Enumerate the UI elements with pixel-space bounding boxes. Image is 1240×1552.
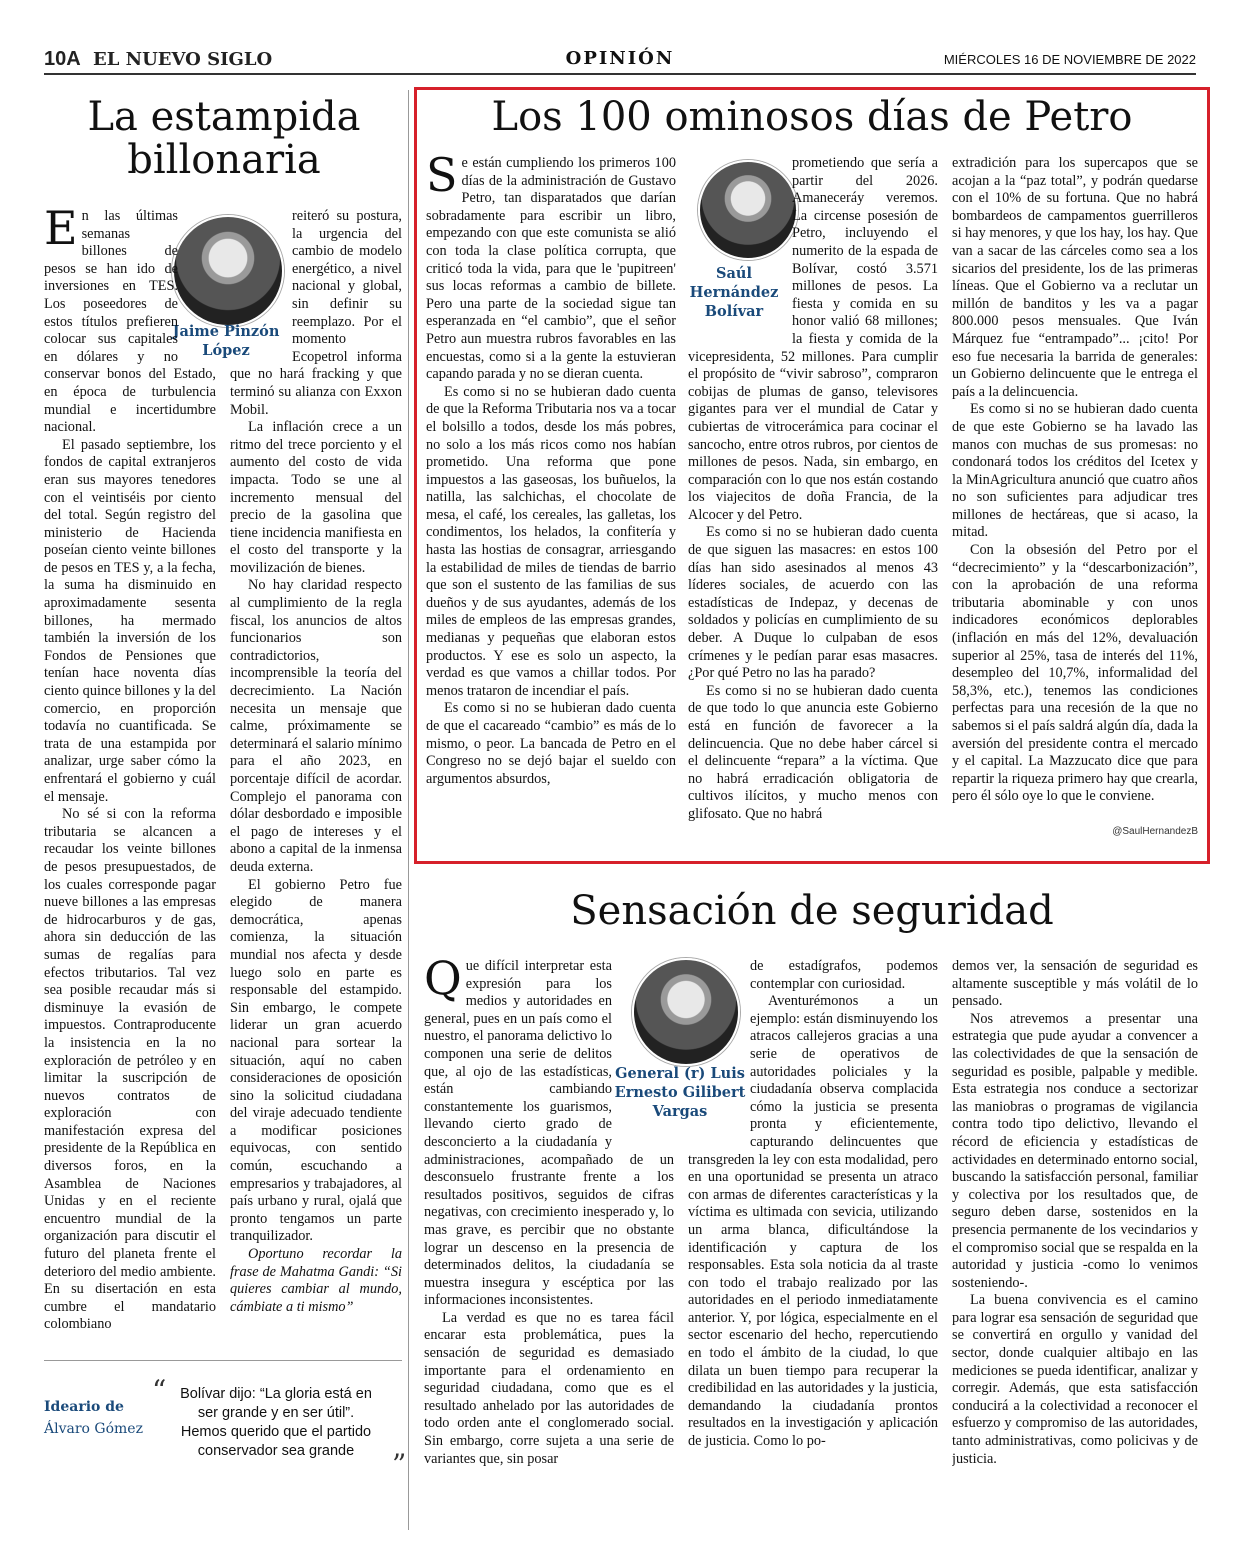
- ideario-quote: Bolívar dijo: “La gloria está en ser grande y en ser útil”. Hemos querido que el partido conservador sea grande: [180, 1386, 372, 1459]
- paragraph: Nos atrevemos a presentar una estrategia que pude ayudar a convencer a las colectividades de que la sensación de seguridad es posible, palpable y medible. Esta estrategia nos conduce a sectorizar las maniobras o programas de vigilancia contra todo tipo delictivo, llevando el récord de eficiencia y estadísticas de actividades en determinado entorno social, buscando la satisfacción personal, familiar y colectiva por los resultados que, de seguro deben darse, sostenidos en la presencia permanente de los vecindarios y el compromiso social que se respalda en la autoridad y justicia -como lo venimos sosteniendo-.: [952, 1010, 1198, 1291]
- paragraph: El pasado septiembre, los fondos de capital extranjeros eran sus mayores tenedores con el veintiséis por ciento del total. Según registro del ministerio de Hacienda poseían ciento veinte billones de pesos en TES y, a la fecha, la suma ha disminuido en aproximadamente sesenta billones, ha mermado también la inversión de los Fondos de Pensiones que tenían hace noventa días ciento quince billones y la del comercio, en proporción todavía no cuantificada. Se trata de una estampida por analizar, urge saber cómo la enfrentará el gobierno y cuál el mensaje.: [44, 436, 216, 805]
- article-1-column-1: [44, 208, 216, 1343]
- paragraph: La inflación crece a un ritmo del trece porciento y el aumento del costo de vida impacta. Todo se une al incremento mensual del precio de la gasolina que tiene incidencia manifiesta en el costo del transporte y la movilización de bienes.: [230, 419, 402, 576]
- column-divider: [408, 90, 409, 1530]
- article-3-column-2: [688, 958, 938, 1532]
- newspaper-name: EL NUEVO SIGLO: [92, 49, 273, 70]
- paragraph: La verdad es que no es tarea fácil encarar esta problemática, pues la sensación de seguridad es demasiado importante para el ordenamiento en seguridad ciudadana, como que es el resultado anhelado por las autoridades de todo orden ante el conglomerado social. Sin embargo, corre sujeta a una serie de variantes que, sin posar: [424, 1309, 674, 1467]
- paragraph: demos ver, la sensación de seguridad es altamente susceptible y más volátil de lo pensado.: [952, 958, 1198, 1010]
- paragraph: Es como si no se hubieran dado cuenta de que este Gobierno se ha lavado las manos con muchas de sus promesas: no condonará todos los créditos del Icetex y la MinAgricultura anunció que cuatro años no son suficientes para adjudicar tres millones de hectáreas, que si acaso, la mitad.: [952, 401, 1198, 541]
- paragraph: Es como si no se hubieran dado cuenta de que todo lo que anuncia este Gobierno está en función de favorecer a la delincuencia. Que no debe haber cárcel si el delincuente “repara” a la víctima. Que no habrá erradicación obligatoria de cultivos ilícitos, y mucho menos con glifosato. Que no habrá: [688, 682, 938, 822]
- paragraph: Es como si no se hubieran dado cuenta de que el cacareado “cambio” es más de lo mismo, o peor. La bancada de Petro en el Congreso no se dejó bajar el sueldo con argumentos absurdos,: [426, 700, 676, 787]
- paragraph: Oportuno recordar la frase de Mahatma Gandi: “Si quieres cambiar al mundo, cámbiate a ti mismo”: [230, 1246, 402, 1315]
- paragraph: e están cumpliendo los primeros 100 días de la administración de Gustavo Petro, tan disparatados que darían sobradamente para escribir un libro, empezando con que este comunista se alió con toda la clase política corrupta, que criticó toda la vida, para que le 'pupitreen' sus locas reformas a cambio de billete. Pero una parte de la sociedad sigue tan esperanzada en “el cambio”, que el señor Petro aun muestra rubros favorables en las encuestas, como si a la gente la estuvieran capando parada y no se dieran cuenta.: [426, 155, 676, 383]
- issue-date: MIÉRCOLES 16 DE NOVIEMBRE DE 2022: [943, 52, 1196, 67]
- ideario-rule: [44, 1360, 402, 1361]
- article-3-column-3: [952, 958, 1198, 1532]
- article-1-column-2: [230, 208, 402, 1348]
- paragraph: extradición para los supercapos que se acojan a la “paz total”, y podrán quedarse con el 10% de su fortuna. Que no habrá bombardeos de campamentos guerrilleros si hay menores, y que los hay, los hay. Que van a sacar de las cárceles como sea a los sicarios del presidente, los de las primeras líneas. Que el Gobierno va a reclutar un millón de banditos y les va a pagar 800.000 pesos mensuales. Que Iván Márquez fue “entrampado”... ¡cito! Por eso fue necesaria la barrida de generales: un Gobierno delincuente que le entrega el país a la delincuencia.: [952, 155, 1198, 400]
- article-2-byline: Saúl Hernández Bolívar: [689, 265, 779, 320]
- paragraph: n las últimas semanas billones de pesos se han ido de inversiones en TES. Los poseedores de estos títulos prefieren colocar sus capitales en dólares y no conservar bonos del Estado, en época de turbulencia mundial e incertidumbre nacional.: [44, 208, 216, 436]
- page-header-left: [44, 48, 272, 71]
- ideario-label-bottom: Álvaro Gómez: [44, 1421, 143, 1437]
- open-quote-mark: “: [152, 1374, 167, 1407]
- article-3-byline: General (r) Luis Ernesto Gilibert Vargas: [614, 1065, 746, 1120]
- ideario-label: [44, 1396, 143, 1440]
- article-2-column-3: [952, 155, 1198, 823]
- paragraph: de estadígrafos, podemos contemplar con curiosidad.: [750, 958, 938, 992]
- article-3-dropcap: Q: [424, 958, 462, 1005]
- paragraph: Es como si no se hubieran dado cuenta de que siguen las masacres: en estos 100 días han sido asesinados al menos 43 líderes sociales, de acuerdo con las estadísticas de Indepaz, y decenas de soldados y policías en cumplimiento de su deber. A Duque lo culpaban de esos crímenes y le pedían parar esas masacres. ¿Por qué Petro no las ha parado?: [688, 524, 938, 682]
- paragraph: reiteró su postura, la urgencia del cambio de modelo energético, a nivel nacional y global, sin definir su reemplazo. Por el momento Ecopetrol informa que no hará fracking y que terminó su alianza con Exxon Mobil.: [230, 208, 402, 418]
- paragraph: El gobierno Petro fue elegido de manera democrática, apenas comienza, la situación mundial nos afecta y desde luego solo en parte es responsable del estampido. Sin embargo, le compete liderar un gran acuerdo nacional para sortear la situación, aquí no caben consideraciones de oposición sino la solicitud ciudadana del viraje adecuado tendiente a modificar posiciones equivocas, con sentido común, escuchando a empresarios y trabajadores, al país urbano y rural, ojalá que pronto tengamos un parte tranquilizador.: [230, 876, 402, 1245]
- article-1-byline: Jaime Pinzón López: [172, 323, 280, 359]
- paragraph: No hay claridad respecto al cumplimiento de la regla fiscal, los anuncios de altos funcionarios son contradictorios, incomprensible la teoría del decrecimiento. La Nación necesita un mensaje que calme, próximamente se determinará el salario mínimo para el año 2023, en porcentaje difícil de acordar. Complejo el panorama con dólar desbordado e imposible el pago de intereses y el abono a capital de la inmensa deuda externa.: [230, 577, 402, 875]
- article-2-dropcap: S: [426, 155, 458, 202]
- article-2-column-2: [688, 155, 938, 845]
- article-3-title: Sensación de seguridad: [570, 888, 1054, 934]
- article-2-title: Los 100 ominosos días de Petro: [491, 94, 1133, 140]
- paragraph: Es como si no se hubieran dado cuenta de que la Reforma Tributaria nos va a tocar el bolsillo a todos, desde los más pobres, no solo a los más ricos como nos habían prometido. Una reforma que pone impuestos a las gaseosas, los buñuelos, la natilla, las salchichas, el chocolate de mesa, el café, los cereales, las galletas, los condimentos, los helados, la confitería y hasta las hostias de consagrar, arriesgando la estabilidad de miles de tiendas de barrio que son el sustento de las familias de sus dueños y de sus ayudantes, además de los miles de empleos de las empresas grandes, medianas y pequeñas que elaboran estos productos. Y ese es solo un aspecto, la verdad es que vamos a chillar todos. Por menos trataron de incendiar el país.: [426, 383, 676, 699]
- paragraph: prometiendo que sería a partir del 2026. Amaneceráy veremos. La circense posesión de Petro, incluyendo el numerito de la espada de Bolívar, costó 3.571 millones de pesos. La fiesta y comida en su honor valió 68 millones; la fiesta y comida de la vicepresidenta, 52 millones. Para cumplir el propósito de “vivir sabroso”, compraron cobijas de plumas de ganso, televisores gigantes para ver el mundial de Catar y cubiertas de vitrocerámica para cocinar el sancocho, entre otros rubros, por cientos de millones de pesos. Nada, sin embargo, en comparación con lo que nos están costando los viajecitos de doña Francia, de la Alcocer y del Petro.: [688, 155, 938, 523]
- article-1-dropcap: E: [44, 208, 78, 255]
- paragraph: La buena convivencia es el camino para lograr esa sensación de seguridad que se convertirá en orgullo y vanidad del sector, donde cualquier altibajo en las mediciones se pueda identificar, analizar y corregir. Además, que esta satisfacción conducirá a la colectividad a reconocer el esfuerzo y compromiso de las autoridades, tanto administrativas, como policivas y de justicia.: [952, 1292, 1198, 1467]
- paragraph: No sé si con la reforma tributaria se alcancen a recaudar los veinte billones de pesos presupuestados, de los cuales corresponde pagar nueve billones a las empresas de hidrocarburos y de gas, ahora sin deducción de las sumas de regalías para efectos tributarios. Tal vez sea posible recaudar más si disminuye la evasión de impuestos. Contraproducente la insistencia en la no exploración de petróleo y en limitar la suscripción de nuevos contratos de exploración con manifestación expresa del presidente de la República en diversos foros, en la Asamblea de Naciones Unidas y en el reciente encuentro mundial de la organización para discutir el futuro del planeta frente el deterioro del medio ambiente. En su disertación en esta cumbre el mandatario colombiano: [44, 806, 216, 1333]
- header-rule: [44, 73, 1196, 75]
- article-1-title: La estampida billonaria: [87, 94, 361, 184]
- paragraph: Aventurémonos a un ejemplo: están disminuyendo los atracos callejeros gracias a una serie de operativos de autoridades policiales y la ciudadanía observa complacida cómo la justicia se presenta pronta y eficientemente, capturando delincuentes que transgreden la ley con esta modalidad, pero en una oportunidad se presenta un atraco con armas de diferentes características y la víctima es ultimada con sevicia, utilizando un arma blanca, dificultándose la identificación y captura de los responsables. Esta sola noticia da al traste con todo el trabajo realizado por las autoridades en el periodo inmediatamente anterior. Y, por lógica, especialmente en el sector escenario del hecho, repercutiendo en todo el ámbito de la ciudad, lo que dilata un buen tiempo para recuperar la credibilidad en las autoridades y la justicia, demandando la ciudadanía prontos resultados en la investigación y aplicación de justicia. Como lo po-: [688, 993, 938, 1450]
- article-2-column-1: [426, 155, 676, 845]
- paragraph: Con la obsesión del Petro por el “decrecimiento” y la “descarbonización”, con la aprobación de una reforma tributaria abominable y con unos indicadores económicos deplorables (inflación en más del 12%, devaluación superior al 25%, tasa de interés del 11%, desempleo del 10,7%, informalidad del 58,3%, etc.), tenemos las condiciones perfectas para una recesión de la que no sabemos si el país saldrá algún día, dada la aversión del presidente contra el mercado y el capital. La Mazzucato dice que para repartir la riqueza primero hay que crearla, pero él sólo oye lo que le conviene.: [952, 542, 1198, 805]
- ideario-label-top: Ideario de: [44, 1399, 124, 1415]
- page-number: 10A: [44, 48, 81, 70]
- author-handle: @SaulHernandezB: [1112, 826, 1198, 837]
- paragraph: ue difícil interpretar esta expresión para los medios y autoridades en general, pues en un país como el nuestro, el panorama delictivo lo componen una serie de delitos que, al ojo de las estadísticas, están cambiando constantemente los guarismos, llevando cierto grado de desconcierto a la ciudadanía y administraciones, acompañado de un desconsuelo frustrante frente a los resultados positivos, seguidos de cifras negativas, con crecimiento inesperado y, lo mas grave, es percibir que no obstante lograr un descenso en la presencia de determinados delitos, la ciudadanía se muestra insegura y escéptica por las informaciones inconsistentes.: [424, 958, 674, 1309]
- close-quote-mark: ”: [392, 1448, 407, 1481]
- article-3-column-1: [424, 958, 674, 1532]
- section-title: OPINIÓN: [565, 48, 675, 69]
